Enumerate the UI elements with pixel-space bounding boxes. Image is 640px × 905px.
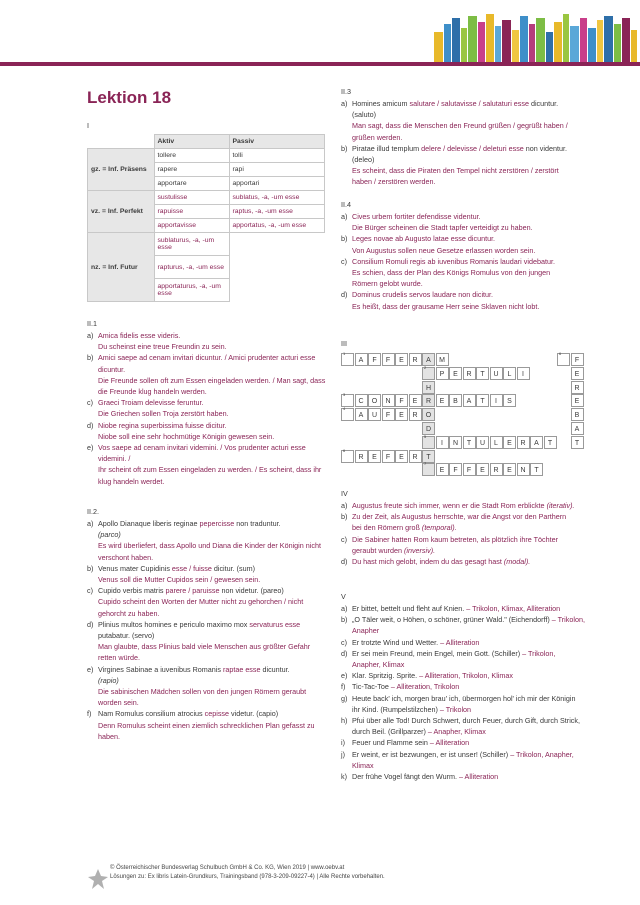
publisher-logo-icon	[88, 868, 108, 890]
crossword-clue-number: 6	[559, 351, 562, 356]
crossword-letter: E	[372, 453, 377, 461]
row-label: gz. = Inf. Präsens	[88, 149, 155, 191]
list-item: j) Er weint, er ist bezwungen, er ist unser! (Schiller) – Trikolon, Anapher, Klimax	[341, 749, 574, 770]
section-heading-II-3: II.3	[341, 87, 351, 96]
section-heading-II-1: II.1	[87, 319, 97, 328]
footer-copyright: © Österreichischer Bundesverlag Schulbuch GmbH & Co. KG, Wien 2019 | www.oebv.at	[110, 865, 345, 871]
crossword-cell	[422, 394, 435, 407]
crossword-letter: H	[425, 384, 432, 392]
crossword-cell	[449, 463, 462, 476]
crossword-cell	[395, 408, 408, 421]
crossword-letter: F	[453, 467, 458, 475]
crossword-letter: R	[412, 412, 418, 420]
crossword-cell	[476, 463, 489, 476]
crossword-letter: A	[534, 439, 539, 447]
section-heading-IV: IV	[341, 489, 348, 498]
crossword-letter: A	[358, 412, 364, 420]
list-item: k) Der frühe Vogel fängt den Wurm. – Alliteration	[341, 772, 499, 782]
crossword-letter: I	[522, 370, 524, 378]
crossword-letter: F	[399, 398, 404, 406]
crossword-letter: T	[480, 398, 485, 406]
section-II-1-list	[87, 330, 327, 487]
crossword-letter: L	[494, 439, 498, 447]
crossword-cell	[517, 436, 530, 449]
list-item: g) Heute back' ich, morgen brau' ich, übermorgen hol' ich mir der Königin ihr Kind. (Rumpelstilzchen) – Trikolon	[341, 693, 576, 714]
crossword-cell	[436, 463, 449, 476]
crossword-cell	[557, 353, 570, 366]
crossword-cell	[544, 436, 557, 449]
crossword-letter: M	[439, 357, 445, 364]
crossword-cell	[571, 353, 584, 366]
header-books-illustration	[430, 12, 640, 62]
crossword-cell	[490, 463, 503, 476]
crossword-letter: U	[493, 370, 499, 378]
column-header-passiv: Passiv	[229, 135, 324, 149]
crossword-cell	[463, 436, 476, 449]
crossword-cell	[503, 367, 516, 380]
table-cell: apportatus, -a, -um esse	[229, 219, 324, 233]
section-heading-III: III	[341, 339, 347, 348]
footer-source: Lösungen zu: Ex libris Latein-Grundkurs, Trainingsband (978-3-209-09227-4) | Alle Rechte vorbehalten.	[110, 873, 385, 880]
crossword-clue-number: 1	[343, 351, 346, 356]
crossword-letter: E	[453, 370, 458, 378]
list-item: e) Virgines Sabinae a iuvenibus Romanis raptae esse dicuntur. (rapio) Die sabinischen Mädchen sollen von den jungen Römern geraubt worden sein.	[87, 664, 307, 708]
list-item: f) Tic-Tac-Toe – Alliteration, Trikolon	[341, 682, 460, 692]
list-item: b) Piratae illud templum delere / delevisse / deleturi esse non videntur. (deleo) Es scheint, dass die Piraten den Tempel nicht zerstören / zerstört haben / zerstören werden.	[341, 143, 567, 187]
crossword-letter: R	[412, 357, 418, 364]
crossword-letter: R	[358, 453, 364, 461]
crossword-cell	[409, 394, 422, 407]
crossword-cell	[571, 408, 584, 421]
crossword-letter: B	[574, 412, 580, 420]
crossword-letter: E	[480, 467, 485, 475]
crossword-cell	[490, 394, 503, 407]
crossword-cell	[382, 450, 395, 463]
list-item: a) Apollo Dianaque liberis reginae pepercisse non traduntur. (parco) Es wird überliefert, dass Apollo und Diana die Kinder der Königin nicht verschont haben.	[87, 519, 321, 562]
crossword-letter: E	[574, 398, 580, 406]
list-item: c) Consilium Romuli regis ab iuvenibus Romanis laudari videbatur. Es schien, dass der Plan des Königs Romulus von den jungen Römern gelobt wurde.	[341, 256, 555, 289]
list-item: d) Plinius multos homines e periculo maximo mox servaturus esse putabatur. (servo) Man glaubte, dass Plinius bald viele Menschen aus größter Gefahr retten würde.	[87, 619, 311, 663]
list-item: d) Niobe regina superbissima fuisse dicitur. Niobe soll eine sehr hochmütige Königin gewesen sein.	[87, 420, 275, 441]
list-item: d) Du hast mich gelobt, indem du das gesagt hast (modal).	[341, 557, 531, 567]
section-heading-II-4: II.4	[341, 200, 351, 209]
crossword-clue-number: 4	[343, 406, 346, 412]
crossword-cell	[422, 408, 435, 421]
crossword-letter: T	[534, 467, 539, 475]
table-cell: sustulisse	[154, 191, 229, 205]
crossword-clue-number: 7	[424, 461, 427, 467]
list-item: f) Nam Romulus consilium atrocius cepisse videtur. (capio) Denn Romulus scheint einen ziemlich schrecklichen Plan gefasst zu haben.	[87, 709, 315, 741]
crossword-cell	[395, 450, 408, 463]
crossword-letter: F	[372, 357, 377, 364]
section-heading-I: I	[87, 121, 89, 130]
crossword-letter: R	[412, 453, 418, 461]
table-cell: apportari	[229, 177, 324, 191]
header-rule	[0, 62, 640, 66]
crossword-letter: N	[520, 467, 526, 475]
table-cell: sublaturus, -a, -um esse	[154, 233, 229, 256]
list-item: a) Amica fidelis esse videris. Du scheinst eine treue Freundin zu sein.	[87, 331, 227, 352]
table-cell: tollere	[154, 149, 229, 163]
list-item: b) Leges novae ab Augusto latae esse dicuntur. Von Augustus sollen neue Gesetze erlassen worden sein.	[341, 234, 536, 255]
list-item: a) Homines amicum salutare / salutavisse / salutaturi esse dicuntur. (saluto) Man sagt, dass die Menschen den Freund grüßen / gegrüßt haben / grüßen werden.	[341, 99, 568, 142]
crossword-cell	[449, 367, 462, 380]
crossword-cell	[436, 394, 449, 407]
infinitive-table	[87, 134, 325, 302]
crossword-cell	[463, 463, 476, 476]
crossword-letter: T	[480, 370, 485, 378]
section-IV-list	[341, 500, 577, 567]
section-heading-V: V	[341, 592, 346, 601]
crossword-cell	[382, 394, 395, 407]
crossword-clue-number: 2	[424, 364, 427, 370]
crossword-letter: O	[371, 398, 378, 406]
crossword-cell	[341, 408, 354, 421]
column-header-aktiv: Aktiv	[154, 135, 229, 149]
crossword-cell	[355, 353, 368, 366]
crossword-cell	[463, 367, 476, 380]
list-item: d) Dominus crudelis servos laudare non dicitur. Es heißt, dass der grausame Herr seine Sklaven nicht lobt.	[341, 290, 540, 311]
crossword-letter: F	[385, 412, 391, 420]
crossword-cell	[409, 450, 422, 463]
crossword-cell	[368, 408, 381, 421]
list-item: h) Pfui über alle Tod! Durch Schwert, durch Feuer, durch Gift, durch Strick, durch Beil. (Grillparzer) – Anapher, Klimax	[341, 716, 580, 737]
crossword-letter: R	[574, 384, 580, 392]
table-cell: apportaturus, -a, -um esse	[154, 279, 229, 302]
crossword-cell	[490, 367, 503, 380]
table-cell: rapere	[154, 163, 229, 177]
crossword-cell	[382, 353, 395, 366]
list-item: b) Amici saepe ad cenam invitari dicuntur. / Amici prudenter acturi esse dicuntur. Die Freunde sollen oft zum Essen eingeladen werden. / Man sagt, dass die Freunde klug handeln werden.	[87, 353, 326, 397]
crossword-letter: E	[399, 453, 404, 461]
crossword-cell	[368, 353, 381, 366]
crossword-letter: T	[574, 439, 580, 447]
table-cell: sublatus, -a, -um esse	[229, 191, 324, 205]
crossword-letter: L	[507, 370, 512, 378]
list-item: c) Die Sabiner hatten Rom kaum betreten, als plötzlich ihre Töchter geraubt wurden (inversiv).	[341, 534, 559, 555]
crossword-cell	[355, 450, 368, 463]
table-cell: tolli	[229, 149, 324, 163]
crossword-letter: U	[479, 439, 486, 447]
crossword-cell	[341, 353, 354, 366]
crossword-letter: R	[466, 370, 472, 378]
crossword-cell	[449, 394, 462, 407]
crossword-cell	[436, 367, 449, 380]
list-item: b) Zu der Zeit, als Augustus herrschte, war die Angst vor den Parthern bei den Römern groß (temporal).	[341, 512, 567, 533]
crossword-letter: E	[412, 398, 418, 406]
crossword-cell	[395, 394, 408, 407]
crossword-cell	[436, 353, 449, 366]
footer	[110, 864, 385, 881]
crossword-cell	[476, 367, 489, 380]
crossword-letter: I	[441, 439, 443, 447]
crossword-cell	[409, 353, 422, 366]
crossword-letter: C	[358, 398, 364, 406]
list-item: e) Klar. Spritzig. Sprite. – Alliteration, Trikolon, Klimax	[341, 671, 513, 681]
crossword-letter: U	[371, 412, 378, 420]
crossword-letter: E	[399, 412, 404, 420]
list-item: a) Cives urbem fortiter defendisse videntur. Die Bürger scheinen die Stadt tapfer verteidigt zu haben.	[341, 212, 533, 233]
crossword-cell	[476, 436, 489, 449]
crossword-cell	[503, 436, 516, 449]
section-heading-II-2: II.2.	[87, 507, 99, 516]
list-item: b) Venus mater Cupidinis esse / fuisse dicitur. (sum) Venus soll die Mutter Cupidos sein / gewesen sein.	[87, 563, 261, 585]
crossword-letter: B	[453, 398, 458, 406]
table-cell: rapi	[229, 163, 324, 177]
crossword-letter: E	[399, 357, 404, 364]
table-cell: raptus, -a, -um esse	[229, 205, 324, 219]
crossword-cell	[571, 381, 584, 394]
crossword-cell	[449, 436, 462, 449]
crossword-cell	[503, 394, 516, 407]
crossword-clue-number: 6	[343, 447, 346, 453]
table-cell: rapuisse	[154, 205, 229, 219]
crossword-cell	[395, 353, 408, 366]
page-title: Lektion 18	[87, 88, 172, 107]
crossword-cell	[341, 447, 354, 463]
section-II-4-list	[341, 211, 577, 312]
crossword-letter: A	[466, 398, 472, 406]
row-label: nz. = Inf. Futur	[88, 233, 155, 302]
crossword-cell	[368, 394, 381, 407]
list-item: b) „O Täler weit, o Höhen, o schöner, grüner Wald." (Eichendorff) – Trikolon, Anapher	[341, 615, 585, 636]
crossword-letter: T	[547, 439, 553, 447]
crossword-letter: R	[520, 439, 526, 447]
crossword-clue-number: 3	[343, 392, 346, 398]
crossword-letter: E	[439, 398, 445, 406]
list-item: c) Graeci Troiam delevisse feruntur. Die Griechen sollen Troja zerstört haben.	[87, 398, 229, 419]
list-item: c) Er trotzte Wind und Wetter. – Alliteration	[341, 637, 480, 647]
table-cell: rapturus, -a, -um esse	[154, 256, 229, 279]
crossword-cell	[530, 436, 543, 449]
crossword-cell	[436, 436, 449, 449]
crossword-cell	[503, 463, 516, 476]
crossword-letter: F	[466, 467, 472, 475]
crossword-cell	[490, 436, 503, 449]
crossword-cell	[463, 394, 476, 407]
crossword-cell	[517, 463, 530, 476]
crossword-cell	[571, 436, 584, 449]
crossword-cell	[476, 394, 489, 407]
crossword-letter: E	[574, 370, 580, 378]
crossword-letter: T	[466, 439, 472, 447]
crossword-cell	[382, 408, 395, 421]
list-item: e) Vos saepe ad cenam invitari videmini. / Vos prudenter acturi esse videmini. / Ihr scheint oft zum Essen eingeladen zu werden. / Es scheint, dass ihr klug handeln werdet.	[87, 443, 322, 486]
crossword-cell	[422, 381, 435, 394]
list-item: a) Augustus freute sich immer, wenn er die Stadt Rom erblickte (iterativ).	[341, 501, 575, 510]
crossword-letter: O	[425, 412, 432, 420]
crossword-letter: A	[358, 357, 364, 364]
crossword-letter: R	[425, 398, 432, 406]
list-item: c) Cupido verbis matris parere / paruisse non videtur. (pareo) Cupido scheint den Worten der Mutter nicht zu gehorchen / nicht gehorcht zu haben.	[87, 586, 304, 618]
list-item: a) Er bittet, bettelt und fleht auf Knien. – Trikolon, Klimax, Alliteration	[341, 604, 561, 613]
crossword-letter: N	[452, 439, 459, 447]
crossword-letter: A	[426, 357, 431, 364]
section-V-list	[341, 603, 585, 782]
crossword-letter: F	[385, 453, 391, 461]
crossword-letter: P	[439, 370, 445, 378]
crossword-cell	[355, 408, 368, 421]
crossword-letter: F	[385, 357, 391, 364]
crossword-letter: E	[439, 467, 445, 475]
crossword-letter: S	[507, 398, 512, 406]
crossword-cell	[368, 450, 381, 463]
crossword-letter: D	[425, 426, 432, 433]
crossword-letter: N	[385, 398, 391, 406]
crossword-cell	[422, 433, 435, 449]
table-cell: apportare	[154, 177, 229, 191]
crossword-grid	[341, 353, 584, 478]
crossword-letter: I	[495, 398, 497, 406]
list-item: d) Er sei mein Freund, mein Engel, mein Gott. (Schiller) – Trikolon, Anapher, Klimax	[341, 648, 556, 670]
section-II-2-list	[87, 518, 327, 742]
list-item: i) Feuer und Flamme sein – Alliteration	[341, 738, 470, 748]
crossword-cell	[571, 422, 584, 435]
crossword-letter: R	[493, 467, 499, 475]
crossword-letter: T	[426, 453, 431, 461]
crossword-letter: F	[574, 357, 580, 364]
crossword-cell	[409, 408, 422, 421]
crossword-letter: A	[574, 426, 580, 433]
crossword-clue-number: 5	[424, 433, 427, 439]
section-II-3-list	[341, 98, 577, 188]
crossword-cell	[517, 367, 530, 380]
crossword-cell	[530, 463, 543, 476]
crossword-letter: E	[507, 439, 512, 447]
crossword-cell	[355, 394, 368, 407]
crossword-cell	[571, 394, 584, 407]
crossword-cell	[422, 364, 435, 380]
crossword-letter: E	[507, 467, 512, 475]
table-cell: apportavisse	[154, 219, 229, 233]
row-label: vz. = Inf. Perfekt	[88, 191, 155, 233]
crossword-cell	[422, 463, 435, 476]
crossword-cell	[571, 367, 584, 380]
